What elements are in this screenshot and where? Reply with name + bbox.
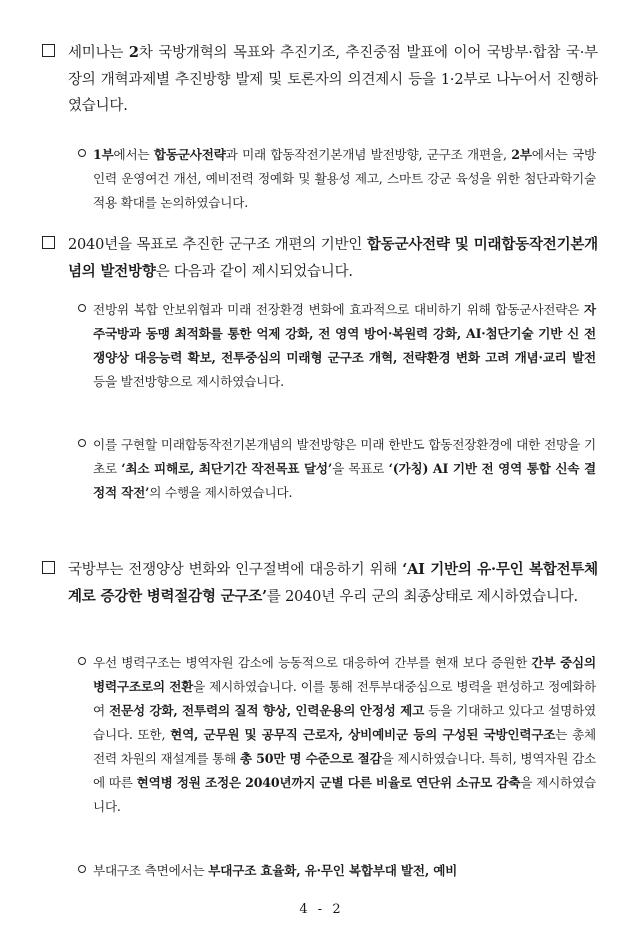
section-3-bullet-1-text: 우선 병력구조는 병역자원 감소에 능동적으로 대응하여 간부를 현재 보다 증원한 간부 중심의 병력구조로의 전환을 제시하였습니다. 이를 통해 전투부대중심으로 병력을 편성하고 정예화하여 전문성 강화, 전투력의 질적 향상, 인력운용의 안정성 제고 등을 기대하고 있다고 설명하였습니다. 또한, 현역, 군무원 및 공무직 근로자, 상비예비군 등의 구성된 국방인력구조는 총체전력 차원의 재설계를 통해 총 50만 명 수준으로 절감을 제시하였습니다. 특히, 병역자원 감소에 따른 현역병 정원 조정은 2040년까지 군별 다른 비율로 연단위 소규모 감축을 제시하였습니다.	[93, 655, 597, 814]
page-number: 4 - 2	[299, 902, 344, 917]
circle-bullet-icon	[78, 657, 86, 665]
section-2-bullet-1	[78, 298, 596, 394]
checkbox-square-icon	[42, 561, 55, 574]
section-2-bullet-2	[78, 433, 596, 505]
section-2-bullet-1-text: 전방위 복합 안보위협과 미래 전장환경 변화에 효과적으로 대비하기 위해 합동군사전략은 자주국방과 동맹 최적화를 통한 억제 강화, 전 영역 방어·복원력 강화, AI·첨단기술 기반 신 전쟁양상 대응능력 확보, 전투중심의 미래형 군구조 개혁, 전략환경 변화 고려 개념·교리 발전 등을 발전방향으로 제시하였습니다.	[93, 302, 596, 389]
section-2-heading	[42, 232, 598, 285]
checkbox-square-icon	[42, 236, 55, 249]
section-1-text: 세미나는 2차 국방개혁의 목표와 추진기조, 추진중점 발표에 이어 국방부·합참 국·부장의 개혁과제별 추진방향 발제 및 토론자의 의견제시 등을 1·2부로 나누어서 진행하였습니다.	[68, 44, 598, 114]
section-2-text: 2040년을 목표로 추진한 군구조 개편의 기반인 합동군사전략 및 미래합동작전기본개념의 발전방향은 다음과 같이 제시되었습니다.	[68, 236, 598, 280]
circle-bullet-icon	[78, 304, 86, 312]
section-1-bullet-1	[78, 143, 596, 215]
section-3-bullet-1	[78, 651, 596, 819]
section-1-heading	[42, 40, 598, 120]
circle-bullet-icon	[78, 865, 86, 873]
section-3-heading	[42, 557, 598, 610]
section-1-bullet-1-text: 1부에서는 합동군사전략과 미래 합동작전기본개념 발전방향, 군구조 개편을, 2부에서는 국방인력 운영여건 개선, 예비전력 정예화 및 활용성 제고, 스마트 강군 육성을 위한 첨단과학기술 적용 확대를 논의하였습니다.	[93, 147, 597, 210]
circle-bullet-icon	[78, 439, 86, 447]
checkbox-square-icon	[42, 44, 55, 57]
section-2-bullet-2-text: 이를 구현할 미래합동작전기본개념의 발전방향은 미래 한반도 합동전장환경에 대한 전망을 기초로 ‘최소 피해로, 최단기간 작전목표 달성’을 목표로 ‘(가칭) AI 기반 전 영역 통합 신속 결정적 작전’의 수행을 제시하였습니다.	[93, 437, 597, 500]
circle-bullet-icon	[78, 149, 86, 157]
section-3-bullet-2-text: 부대구조 측면에서는 부대구조 효율화, 유·무인 복합부대 발전, 예비	[93, 863, 458, 878]
section-3-bullet-2	[78, 859, 596, 883]
section-3-text: 국방부는 전쟁양상 변화와 인구절벽에 대응하기 위해 ‘AI 기반의 유·무인 복합전투체계로 증강한 병력절감형 군구조’를 2040년 우리 군의 최종상태로 제시하였습니다.	[68, 561, 598, 605]
